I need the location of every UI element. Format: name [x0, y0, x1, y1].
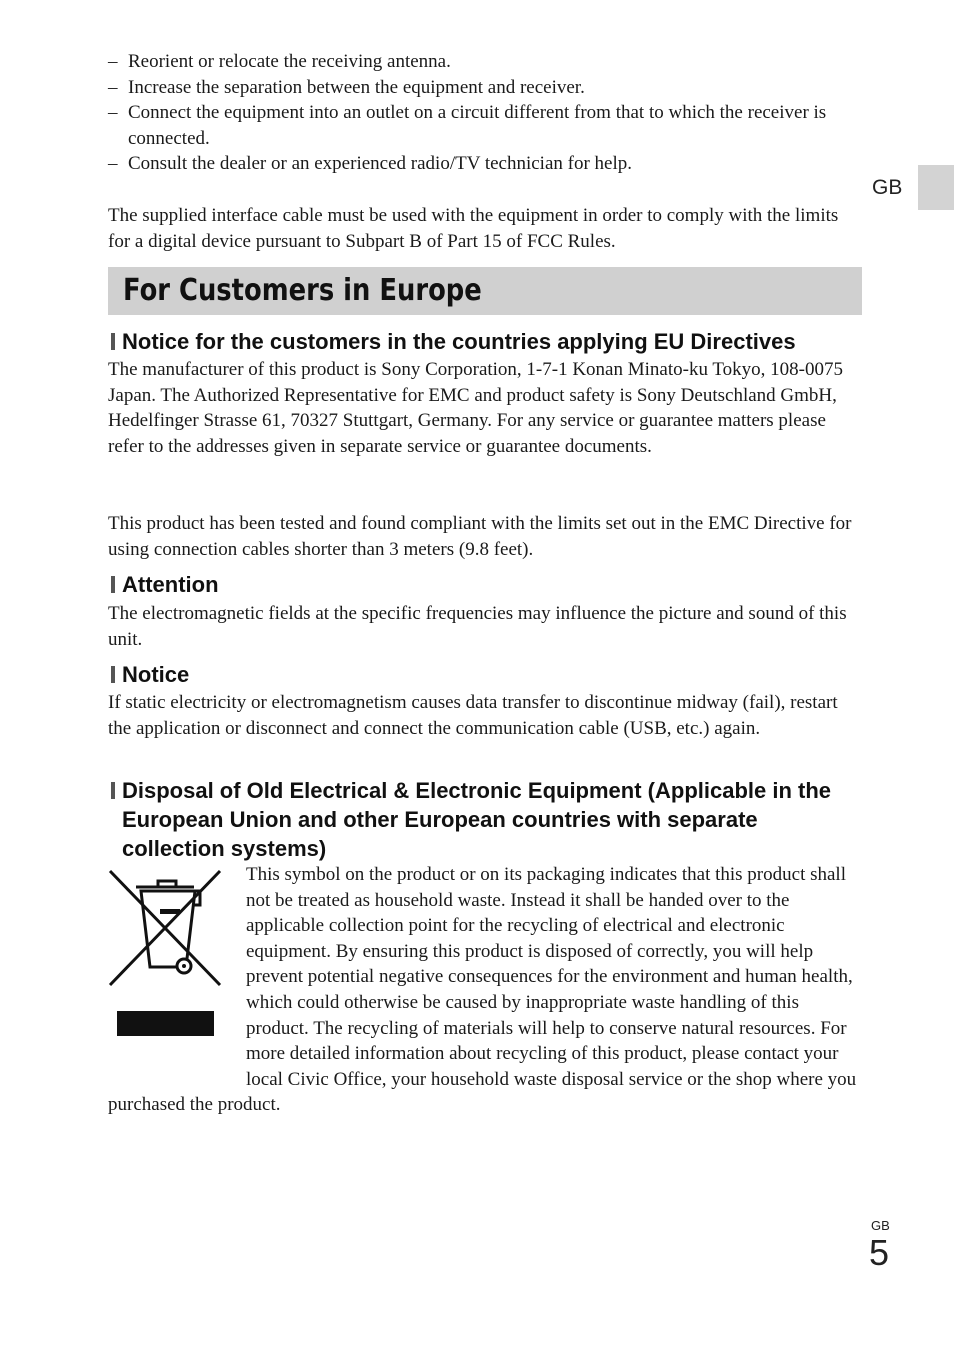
bullet-dash: –	[108, 153, 118, 175]
disposal-paragraph	[108, 862, 864, 1118]
attention-heading	[108, 570, 868, 599]
list-item	[108, 100, 868, 151]
interface-cable-paragraph: The supplied interface cable must be used with the equipment in order to comply with the limits for a digital device pursuant to Subpart B of Part 15 of FCC Rules.	[108, 205, 839, 252]
heading-text: Disposal of Old Electrical & Electronic Equipment (Applicable in the European Union and other European countries with separate collection systems)	[122, 778, 832, 861]
heading-bar	[111, 576, 115, 593]
list-item	[108, 151, 868, 177]
list-item	[108, 49, 868, 75]
emc-paragraph: This product has been tested and found compliant with the limits set out in the EMC Directive for using connection cables shorter than 3 meters (9.8 feet).	[108, 513, 852, 560]
heading-text: Attention	[122, 572, 219, 597]
section-banner	[108, 267, 862, 315]
list-item-text: Reorient or relocate the receiving antenna.	[128, 51, 451, 72]
manufacturer-paragraph: The manufacturer of this product is Sony Corporation, 1-7-1 Konan Minato-ku Tokyo, 108-0075 Japan. The Authorized Representative for EMC and product safety is Sony Deutschland GmbH, Hedelfinger Strasse 61, 70327 Stuttgart, Germany. For any service or guarantee matters please refer to the addresses given in separate service or guarantee documents.	[108, 359, 843, 457]
section-title: For Customers in Europe	[123, 273, 482, 308]
fcc-recommendation-list	[108, 49, 868, 177]
attention-paragraph: The electromagnetic fields at the specific frequencies may influence the picture and sound of this unit.	[108, 603, 847, 650]
page-number: 5	[869, 1232, 890, 1273]
eu-directives-heading	[108, 327, 868, 356]
notice-paragraph: If static electricity or electromagnetism causes data transfer to discontinue midway (fail), restart the application or disconnect and connect the communication cable (USB, etc.) again.	[108, 692, 838, 739]
heading-bar	[111, 782, 115, 799]
side-tab-label: GB	[872, 176, 903, 199]
notice-heading	[108, 660, 868, 689]
heading-bar	[111, 333, 115, 350]
list-item	[108, 75, 868, 101]
bullet-dash: –	[108, 76, 118, 98]
heading-text: Notice	[122, 662, 190, 687]
disposal-text: This symbol on the product or on its packaging indicates that this product shall not be treated as household waste. Instead it shall be handed over to the applicable collection point for the recycling of electrical and electronic equipment. By ensuring this product is disposed of correctly, you will help prevent potential negative consequences for the environment and human health, which could otherwise be caused by inappropriate waste handling of this product. The recycling of materials will help to conserve natural resources. For more detailed information about recycling of this product, please contact your local Civic Office, your household waste disposal service or the shop where you purchased the product.	[108, 864, 857, 1116]
page-region-label: GB	[871, 1218, 890, 1233]
heading-bar	[111, 666, 115, 683]
bullet-dash: –	[108, 102, 118, 124]
disposal-heading	[108, 776, 864, 863]
bullet-dash: –	[108, 51, 118, 72]
list-item-text: Connect the equipment into an outlet on a circuit different from that to which the receiver is connected.	[128, 102, 827, 149]
side-tab	[918, 165, 954, 210]
heading-text: Notice for the customers in the countries applying EU Directives	[122, 329, 796, 354]
list-item-text: Consult the dealer or an experienced radio/TV technician for help.	[128, 153, 633, 175]
list-item-text: Increase the separation between the equipment and receiver.	[128, 76, 585, 98]
